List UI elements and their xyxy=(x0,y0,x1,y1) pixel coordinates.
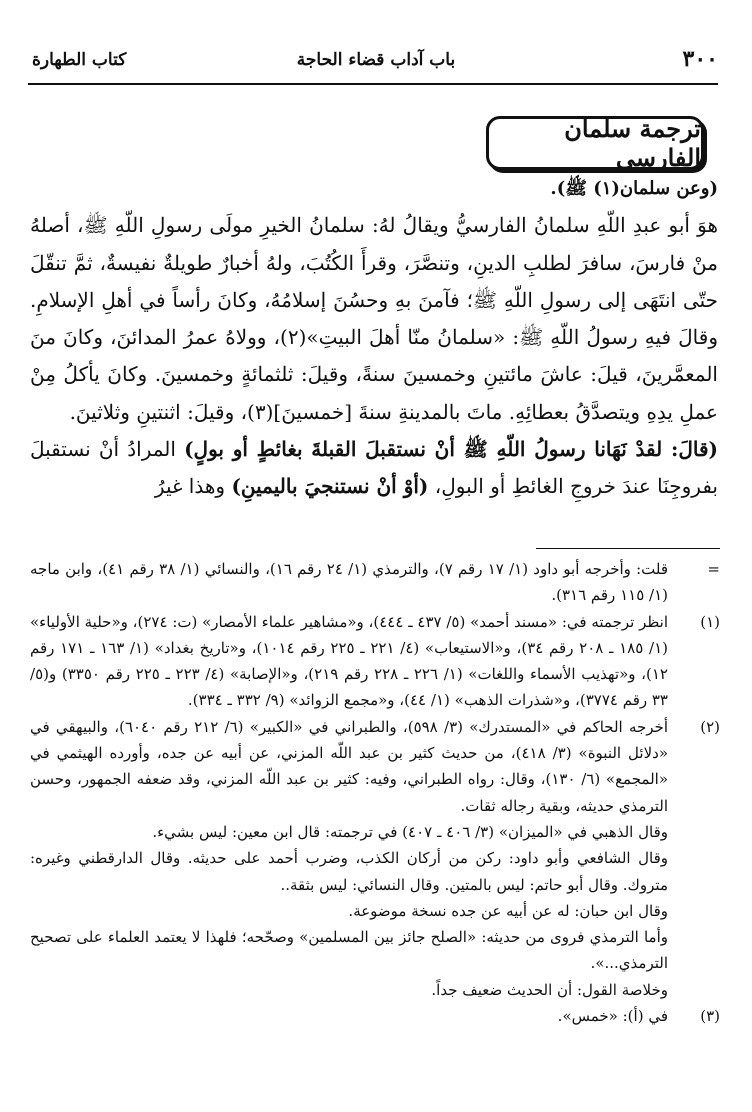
hadith-commentary-1: المرادُ أنْ نستقبلَ بفروجِنَا عندَ خروجِ الغائطِ أو البولِ، xyxy=(30,437,718,499)
running-header xyxy=(28,44,724,84)
footnote-paragraph: وقال ابن حبان: له عن أبيه عن جده نسخة موضوعة. xyxy=(348,901,668,920)
biography-paragraph: هوَ أبو عبدِ اللّهِ سلمانُ الفارسيُّ ويقالُ لهُ: سلمانُ الخيرِ مولَى رسولِ اللّهِ ﷺ، أصلهُ منْ فارسَ، سافرَ لطلبِ الدينِ، وتنصَّرَ، وقرأَ الكُتُبَ، ولهُ أخبارٌ طويلةٌ نفيسةٌ، ثمَّ تنقّلَ حتّى انتَهَى إلى رسولِ اللّهِ ﷺ؛ فآمنَ بهِ وحسُنَ إسلامُهُ، وكانَ رأساً في أهلِ الإسلامِ. وقالَ فيهِ رسولُ اللّهِ ﷺ: «سلمانُ منّا أهلَ البيتِ»(٢)، وولاهُ عمرُ المدائنَ، وكانَ منَ المعمَّرينَ، قيلَ: عاشَ مائتينِ وخمسينَ سنةً، وقيلَ: ثلثمائةٍ وخمسينَ. وكانَ يأكلُ مِنْ عملِ يدِهِ ويتصدَّقُ بعطائِهِ. ماتَ بالمدينةِ سنةَ [خمسينَ](٣)، وقيلَ: اثنتينِ وثلاثينَ. xyxy=(30,213,718,424)
chapter-title: باب آداب قضاء الحاجة xyxy=(296,50,456,70)
hadith-paragraph xyxy=(30,431,718,506)
lead-line: (وعن سلمان(١) ﷺ). xyxy=(550,178,718,199)
footnote-paragraph: قلت: وأخرجه أبو داود (١/ ١٧ رقم ٧)، والترمذي (١/ ٢٤ رقم ١٦)، والنسائي (١/ ٣٨ رقم ٤١)، وابن ماجه (١/ ١١٥ رقم ٣١٦). xyxy=(30,560,669,605)
section-heading-box xyxy=(486,116,704,170)
footnote-number: (٣) xyxy=(700,1007,720,1026)
hadith-quote-1: (قالَ: لقدْ نَهَانا رسولُ اللّهِ ﷺ أنْ نستقبلَ القبلةَ بغائطٍ أو بولٍ) xyxy=(184,437,718,462)
footnote-text xyxy=(30,714,668,1003)
footnotes xyxy=(30,556,720,1029)
footnote xyxy=(30,714,720,1003)
footnote xyxy=(30,609,720,714)
header-rule xyxy=(28,83,718,85)
book-title: كتاب الطهارة xyxy=(32,50,127,70)
footnote-text xyxy=(30,609,668,714)
footnote xyxy=(30,1003,720,1029)
footnote-number: (١) xyxy=(700,612,720,631)
hadith-quote-2: (أوْ أنْ نستنجيَ باليمينِ) xyxy=(231,474,429,499)
footnote-number: (٢) xyxy=(700,717,720,736)
main-text xyxy=(30,170,718,506)
hadith-commentary-2: وهذا غيرُ xyxy=(154,474,232,499)
footnote-paragraph: انظر ترجمته في: «مسند أحمد» (٥/ ٤٣٧ ـ ٤٤٤)، و«مشاهير علماء الأمصار» (ت: ٢٧٤)، و«حلية الأولياء» (١/ ١٨٥ ـ ٢٠٨ رقم ٣٤)، و«الاستيعاب» (٤/ ٢٢١ ـ ٢٢٥ رقم ١٠١٤)، و«تاريخ بغداد» (١/ ١٦٣ ـ ١٧١ رقم ١٢)، و«تهذيب الأسماء واللغات» (١/ ٢٢٦ ـ ٢٢٨ رقم ٢١٩)، و«الإصابة» (٤/ ٢٢٣ ـ ٢٢٥ رقم ٣٣٥٠) و(٥/ ٣٣ رقم ٣٧٧٤)، و«شذرات الذهب» (١/ ٤٤)، و«مجمع الزوائد» (٩/ ٣٣٢ ـ ٣٣٤). xyxy=(30,612,668,710)
footnote-paragraph: وقال الشافعي وأبو داود: ركن من أركان الكذب، وضرب أحمد على حديثه. وقال الدارقطني وغيره: متروك. وقال أبو حاتم: ليس بالمتين. وقال النسائي: ليس بثقة.. xyxy=(30,849,668,894)
footnote-paragraph: وأما الترمذي فروى من حديثه: «الصلح جائز بين المسلمين» وصحّحه؛ فلهذا لا يعتمد العلماء على تصحيح الترمذي...». xyxy=(30,928,668,973)
footnote xyxy=(30,556,720,609)
footnote-paragraph: في (أ): «خمس». xyxy=(557,1007,668,1026)
footnote-number: = xyxy=(707,560,720,578)
footnote-paragraph: أخرجه الحاكم في «المستدرك» (٣/ ٥٩٨)، والطبراني في «الكبير» (٦/ ٢١٢ رقم ٦٠٤٠)، والبيهقي في «دلائل النبوة» (٣/ ٤١٨)، من حديث كثير بن عبد اللّه المزني، عن أبيه عن جده، وأورده الهيثمي في «المجمع» (٦/ ١٣٠)، وقال: رواه الطبراني، وفيه: كثير بن عبد اللّه المزني، وقد ضعفه الجمهور، وحسن الترمذي حديثه، وبقية رجاله ثقات. xyxy=(30,717,668,815)
footnote-text xyxy=(30,1003,668,1029)
footnote-text xyxy=(30,556,668,609)
footnote-paragraph: وخلاصة القول: أن الحديث ضعيف جداً. xyxy=(431,980,668,999)
page-number: ٣٠٠ xyxy=(682,46,718,72)
section-heading: ترجمة سلمان الفارسي xyxy=(564,114,701,172)
footnote-paragraph: وقال الذهبي في «الميزان» (٣/ ٤٠٦ ـ ٤٠٧) في ترجمته: قال ابن معين: ليس بشيء. xyxy=(152,822,668,841)
footnote-separator xyxy=(536,548,720,549)
